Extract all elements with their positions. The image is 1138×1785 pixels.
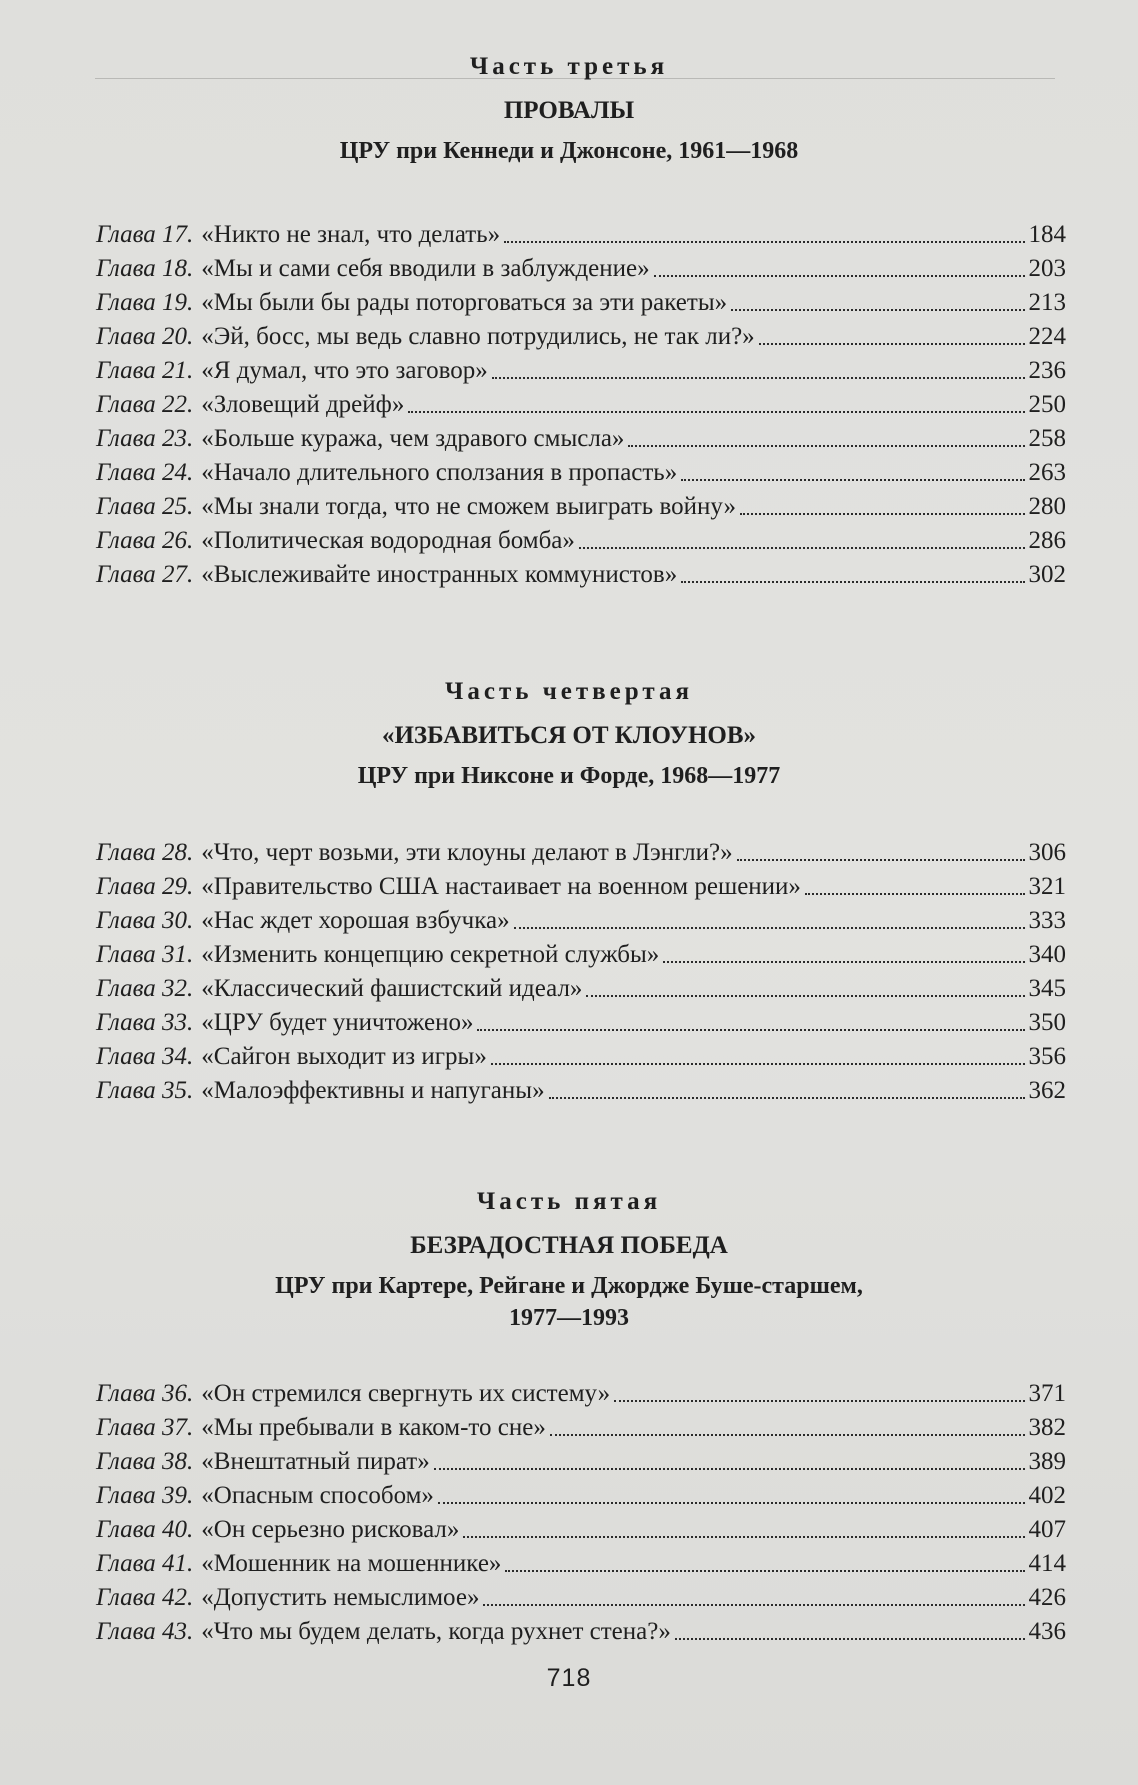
dot-leader <box>504 241 1024 243</box>
dot-leader <box>505 1570 1024 1572</box>
chapter-title: «Эй, босс, мы ведь славно потрудились, не так ли?» <box>201 323 755 350</box>
part-name: ПРОВАЛЫ <box>503 97 635 124</box>
chapter-title: «Мы знали тогда, что не сможем выиграть войну» <box>201 493 736 520</box>
toc-entry <box>96 1615 1066 1649</box>
chapter-label: Глава 37. <box>96 1414 194 1441</box>
dot-leader <box>491 1063 1025 1065</box>
toc-entry <box>96 1547 1066 1581</box>
toc-entry <box>96 524 1066 558</box>
toc-list <box>96 218 1066 592</box>
chapter-label: Глава 35. <box>96 1077 194 1104</box>
part-header <box>0 677 1138 791</box>
toc-entry <box>96 938 1066 972</box>
toc-entry <box>96 972 1066 1006</box>
part-header <box>0 52 1138 166</box>
dot-leader <box>759 343 1025 345</box>
chapter-label: Глава 22. <box>96 391 194 418</box>
chapter-label: Глава 18. <box>96 255 194 282</box>
page-ref: 414 <box>1028 1550 1066 1577</box>
part-title: Часть четвертая <box>445 678 693 705</box>
chapter-title: «Начало длительного сползания в пропасть» <box>201 459 678 486</box>
page-ref: 350 <box>1028 1009 1066 1036</box>
chapter-label: Глава 33. <box>96 1009 194 1036</box>
chapter-title: «Внештатный пират» <box>201 1448 430 1475</box>
page-ref: 333 <box>1028 907 1066 934</box>
dot-leader <box>586 995 1024 997</box>
dot-leader <box>654 275 1025 277</box>
page-ref: 382 <box>1028 1414 1066 1441</box>
toc-entry <box>96 218 1066 252</box>
part-subtitle: ЦРУ при Кеннеди и Джонсоне, 1961—1968 <box>339 138 799 164</box>
chapter-label: Глава 43. <box>96 1618 194 1645</box>
chapter-title: «Он стремился свергнуть их систему» <box>201 1380 611 1407</box>
chapter-title: «Мы были бы рады поторговаться за эти ракеты» <box>201 289 728 316</box>
page-ref: 258 <box>1028 425 1066 452</box>
dot-leader <box>477 1029 1024 1031</box>
toc-entry <box>96 1445 1066 1479</box>
chapter-label: Глава 29. <box>96 873 194 900</box>
dot-leader <box>740 513 1025 515</box>
dot-leader <box>681 479 1024 481</box>
part-header <box>0 1187 1138 1333</box>
dot-leader <box>731 309 1024 311</box>
dot-leader <box>549 1097 1025 1099</box>
part-name: БЕЗРАДОСТНАЯ ПОБЕДА <box>410 1232 728 1259</box>
toc-entry <box>96 388 1066 422</box>
chapter-label: Глава 32. <box>96 975 194 1002</box>
chapter-title: «Он серьезно рисковал» <box>201 1516 460 1543</box>
page-ref: 306 <box>1028 839 1066 866</box>
page-ref: 362 <box>1028 1077 1066 1104</box>
part-title: Часть третья <box>469 53 669 80</box>
chapter-label: Глава 34. <box>96 1043 194 1070</box>
chapter-label: Глава 42. <box>96 1584 194 1611</box>
chapter-label: Глава 24. <box>96 459 194 486</box>
chapter-title: «ЦРУ будет уничтожено» <box>201 1009 474 1036</box>
dot-leader <box>438 1502 1025 1504</box>
part-subtitle-years: 1977—1993 <box>509 1305 629 1331</box>
dot-leader <box>614 1400 1024 1402</box>
page-ref: 340 <box>1028 941 1066 968</box>
part-subtitle: ЦРУ при Никсоне и Форде, 1968—1977 <box>357 763 781 789</box>
chapter-label: Глава 20. <box>96 323 194 350</box>
chapter-label: Глава 28. <box>96 839 194 866</box>
toc-list <box>96 836 1066 1108</box>
dot-leader <box>483 1604 1024 1606</box>
page-ref: 436 <box>1028 1618 1066 1645</box>
chapter-title: «Что, черт возьми, эти клоуны делают в Лэнгли?» <box>201 839 733 866</box>
dot-leader <box>514 927 1025 929</box>
toc-entry <box>96 252 1066 286</box>
chapter-label: Глава 27. <box>96 561 194 588</box>
dot-leader <box>675 1638 1025 1640</box>
page-ref: 345 <box>1028 975 1066 1002</box>
chapter-label: Глава 25. <box>96 493 194 520</box>
page-number: 718 <box>546 1664 592 1692</box>
toc-list <box>96 1377 1066 1649</box>
page-ref: 371 <box>1028 1380 1066 1407</box>
chapter-title: «Мошенник на мошеннике» <box>201 1550 502 1577</box>
chapter-label: Глава 19. <box>96 289 194 316</box>
chapter-title: «Нас ждет хорошая взбучка» <box>201 907 510 934</box>
dot-leader <box>463 1536 1024 1538</box>
toc-entry <box>96 1006 1066 1040</box>
chapter-title: «Что мы будем делать, когда рухнет стена?» <box>201 1618 671 1645</box>
chapter-title: «Допустить немыслимое» <box>201 1584 480 1611</box>
page-ref: 321 <box>1028 873 1066 900</box>
page-ref: 184 <box>1028 221 1066 248</box>
toc-entry <box>96 320 1066 354</box>
toc-entry <box>96 1040 1066 1074</box>
page-ref: 213 <box>1028 289 1066 316</box>
page-ref: 402 <box>1028 1482 1066 1509</box>
dot-leader <box>550 1434 1025 1436</box>
toc-entry <box>96 1377 1066 1411</box>
toc-entry <box>96 1513 1066 1547</box>
toc-entry <box>96 286 1066 320</box>
part-subtitle: ЦРУ при Картере, Рейгане и Джордже Буше-старшем, <box>275 1273 863 1299</box>
chapter-title: «Я думал, что это заговор» <box>201 357 488 384</box>
chapter-title: «Зловещий дрейф» <box>201 391 405 418</box>
chapter-label: Глава 23. <box>96 425 194 452</box>
dot-leader <box>628 445 1024 447</box>
page-ref: 250 <box>1028 391 1066 418</box>
chapter-title: «Опасным способом» <box>201 1482 434 1509</box>
chapter-title: «Политическая водородная бомба» <box>201 527 575 554</box>
dot-leader <box>408 411 1024 413</box>
chapter-title: «Малоэффективны и напуганы» <box>201 1077 545 1104</box>
chapter-label: Глава 36. <box>96 1380 194 1407</box>
toc-entry <box>96 422 1066 456</box>
chapter-title: «Правительство США настаивает на военном решении» <box>201 873 801 900</box>
page-ref: 389 <box>1028 1448 1066 1475</box>
toc-entry <box>96 1411 1066 1445</box>
toc-entry <box>96 1479 1066 1513</box>
chapter-label: Глава 30. <box>96 907 194 934</box>
chapter-title: «Никто не знал, что делать» <box>201 221 501 248</box>
chapter-label: Глава 39. <box>96 1482 194 1509</box>
chapter-title: «Выслеживайте иностранных коммунистов» <box>201 561 678 588</box>
chapter-label: Глава 38. <box>96 1448 194 1475</box>
toc-entry <box>96 456 1066 490</box>
page-ref: 356 <box>1028 1043 1066 1070</box>
chapter-title: «Больше куража, чем здравого смысла» <box>201 425 625 452</box>
toc-entry <box>96 1074 1066 1108</box>
page-ref: 302 <box>1028 561 1066 588</box>
part-name: «ИЗБАВИТЬСЯ ОТ КЛОУНОВ» <box>381 722 757 749</box>
page-ref: 286 <box>1028 527 1066 554</box>
chapter-title: «Мы и сами себя вводили в заблуждение» <box>201 255 650 282</box>
toc-entry <box>96 904 1066 938</box>
page-ref: 426 <box>1028 1584 1066 1611</box>
toc-entry <box>96 1581 1066 1615</box>
toc-entry <box>96 490 1066 524</box>
chapter-title: «Мы пребывали в каком-то сне» <box>201 1414 546 1441</box>
part-title: Часть пятая <box>476 1188 662 1215</box>
toc-entry <box>96 558 1066 592</box>
toc-entry <box>96 836 1066 870</box>
dot-leader <box>681 581 1024 583</box>
chapter-label: Глава 40. <box>96 1516 194 1543</box>
dot-leader <box>434 1468 1025 1470</box>
chapter-title: «Классический фашистский идеал» <box>201 975 583 1002</box>
toc-entry <box>96 870 1066 904</box>
chapter-label: Глава 41. <box>96 1550 194 1577</box>
chapter-label: Глава 21. <box>96 357 194 384</box>
chapter-label: Глава 31. <box>96 941 194 968</box>
dot-leader <box>492 377 1025 379</box>
page-ref: 236 <box>1028 357 1066 384</box>
page-ref: 280 <box>1028 493 1066 520</box>
chapter-label: Глава 17. <box>96 221 194 248</box>
dot-leader <box>805 893 1025 895</box>
chapter-label: Глава 26. <box>96 527 194 554</box>
page-ref: 203 <box>1028 255 1066 282</box>
chapter-title: «Сайгон выходит из игры» <box>201 1043 487 1070</box>
dot-leader <box>663 961 1024 963</box>
toc-entry <box>96 354 1066 388</box>
dot-leader <box>737 859 1025 861</box>
chapter-title: «Изменить концепцию секретной службы» <box>201 941 660 968</box>
page-ref: 263 <box>1028 459 1066 486</box>
dot-leader <box>579 547 1025 549</box>
page-ref: 224 <box>1028 323 1066 350</box>
page-ref: 407 <box>1028 1516 1066 1543</box>
